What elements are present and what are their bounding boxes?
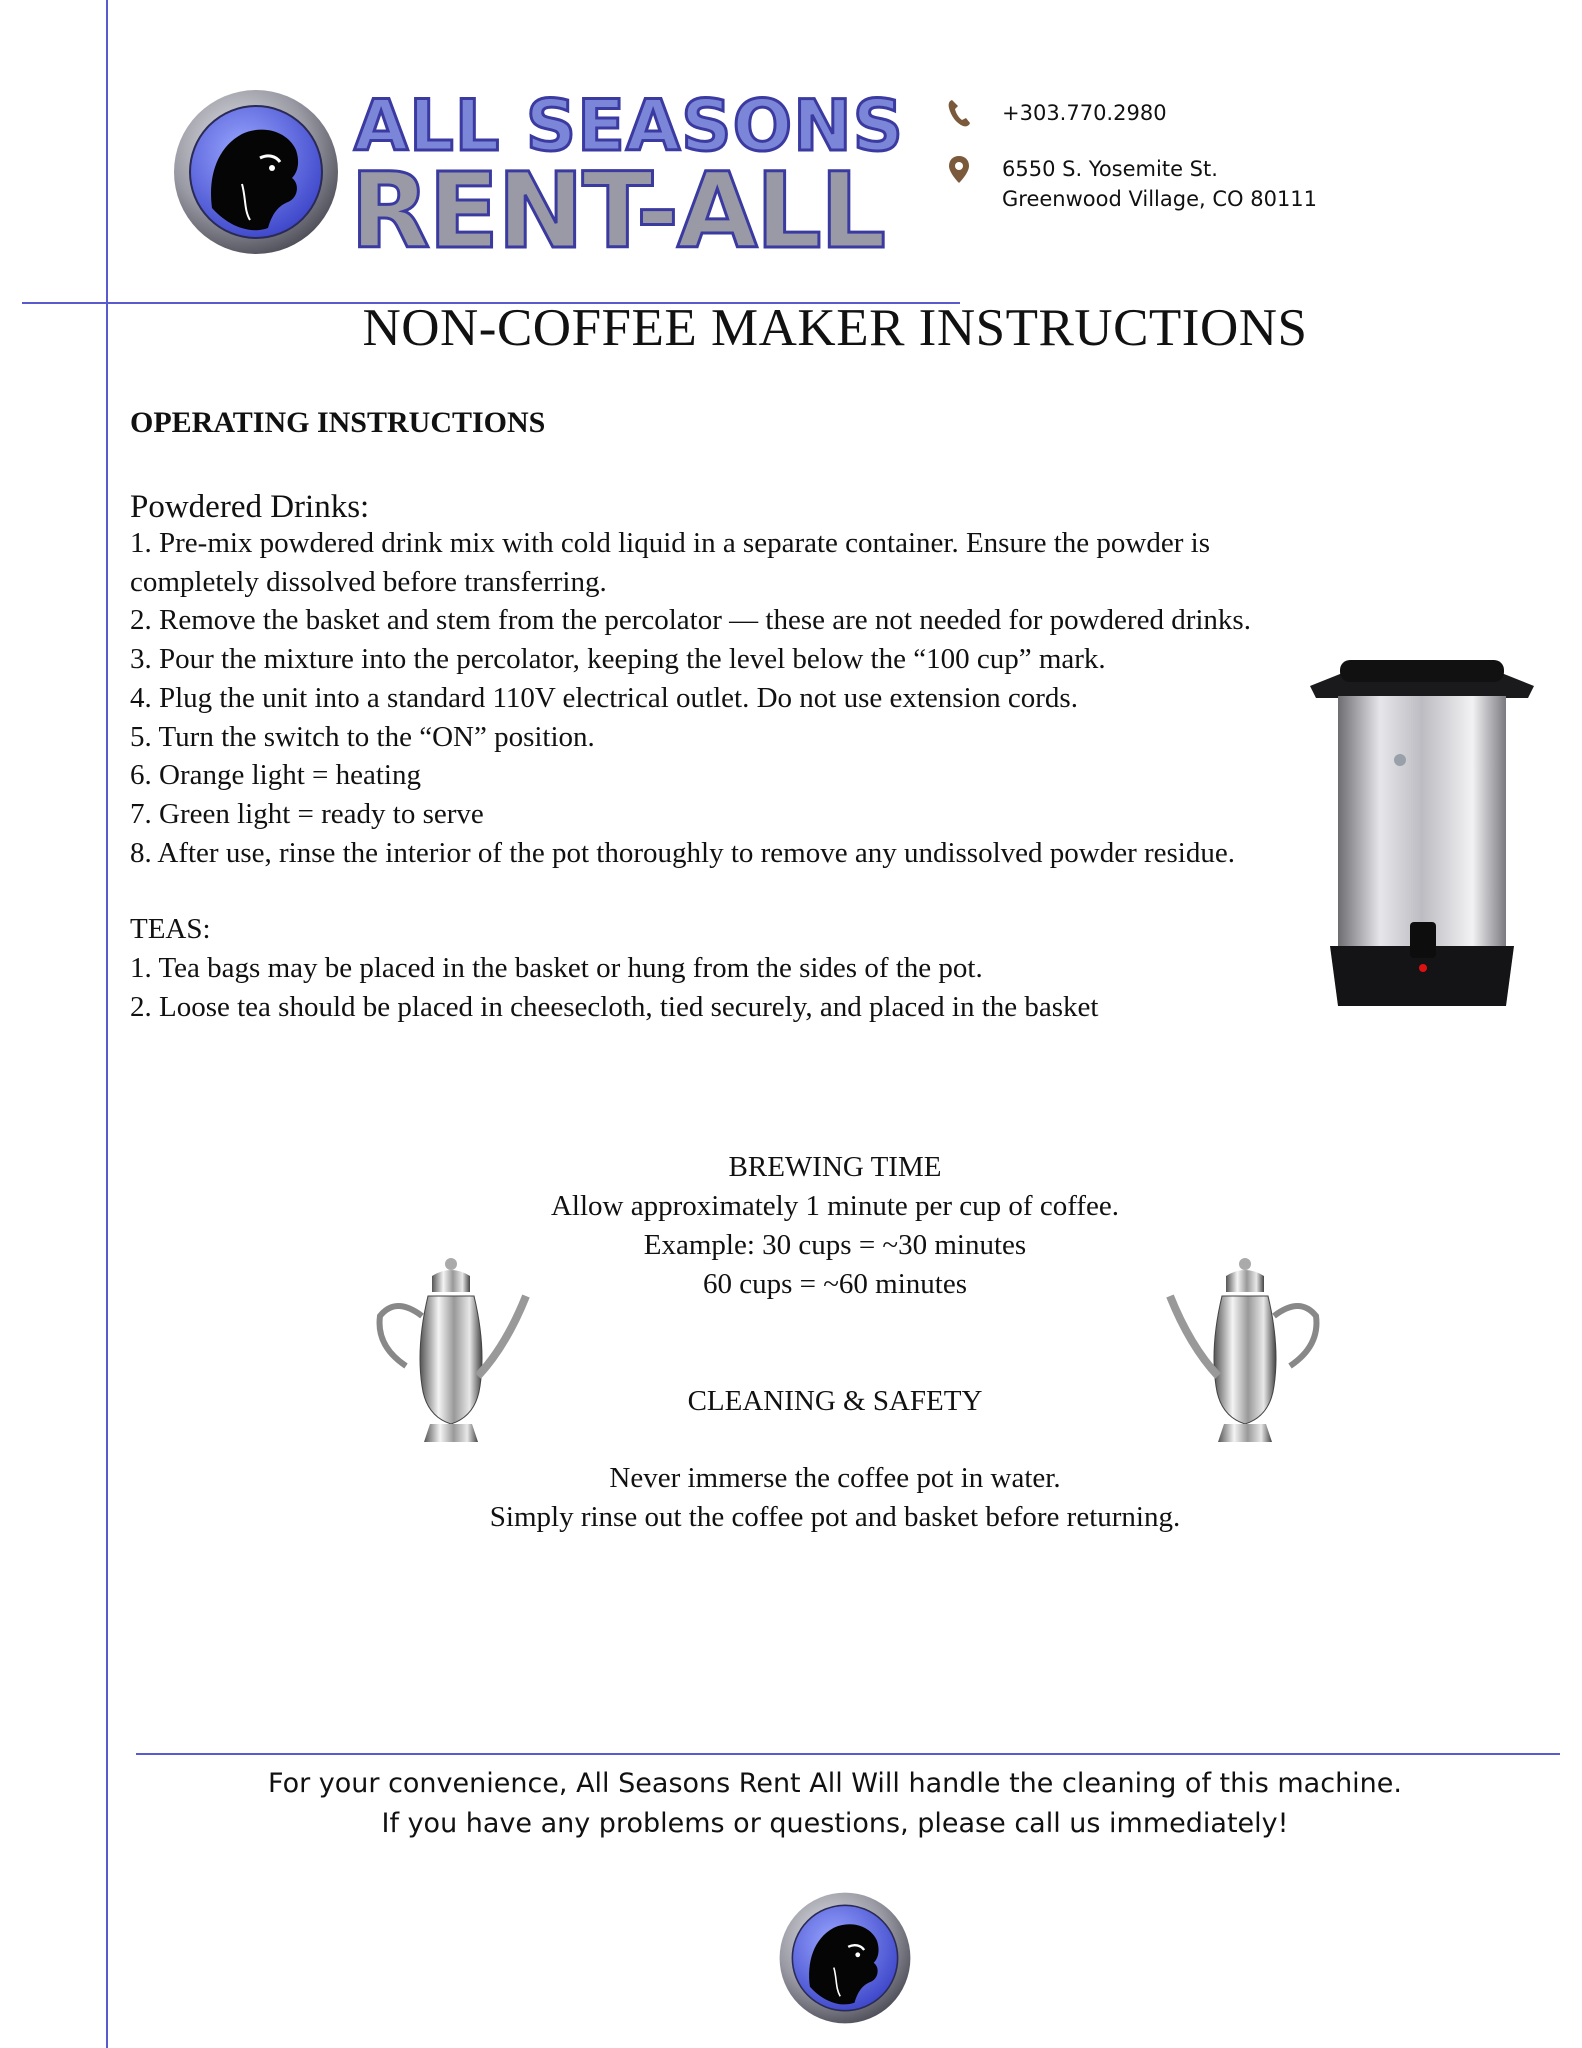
silver-coffee-pot-image (366, 1256, 536, 1450)
phone-number: +303.770.2980 (1002, 101, 1167, 125)
powdered-step: 3. Pour the mixture into the percolator, keeping the level below the “100 cup” mark. (130, 643, 1106, 676)
cleaning-line: Never immerse the coffee pot in water. (609, 1462, 1061, 1494)
brewing-line: 60 cups = ~60 minutes (702, 1268, 968, 1300)
brewing-time-heading: BREWING TIME (728, 1151, 942, 1183)
teas-step: 1. Tea bags may be placed in the basket or hung from the sides of the pot. (130, 952, 983, 985)
coffee-urn-image (1300, 650, 1544, 1022)
footer-line: For your convenience, All Seasons Rent All Will handle the cleaning of this machine. (268, 1768, 1402, 1799)
company-logo (172, 85, 905, 272)
teas-title: TEAS: (130, 913, 211, 946)
teas-step: 2. Loose tea should be placed in cheesecloth, tied securely, and placed in the basket (130, 990, 1099, 1023)
instructions-body (130, 486, 1340, 1026)
powdered-step: 8. After use, rinse the interior of the pot thoroughly to remove any undissolved powder residue. (130, 836, 1235, 869)
footer-line: If you have any problems or questions, please call us immediately! (381, 1808, 1289, 1839)
footer-note (0, 1764, 1582, 1844)
operating-instructions-heading: OPERATING INSTRUCTIONS (130, 406, 546, 439)
footer-divider (136, 1753, 1560, 1755)
address (1002, 154, 1317, 214)
silver-coffee-pot-image (1160, 1256, 1330, 1450)
map-pin-icon (946, 154, 972, 184)
logo-wordmark-top: ALL SEASONS (354, 85, 905, 167)
brewing-line: Allow approximately 1 minute per cup of coffee. (550, 1190, 1119, 1222)
contact-info (946, 98, 1317, 240)
gorilla-badge-icon (172, 88, 340, 256)
page-title: NON-COFFEE MAKER INSTRUCTIONS (362, 299, 1308, 357)
logo-wordmark-bottom: RENT-ALL (350, 150, 885, 272)
powdered-step: 5. Turn the switch to the “ON” position. (130, 720, 595, 753)
gorilla-badge-icon (778, 1891, 912, 2025)
brewing-line: Example: 30 cups = ~30 minutes (643, 1229, 1027, 1261)
brewing-time-section (0, 1148, 1582, 1304)
powdered-step: 4. Plug the unit into a standard 110V electrical outlet. Do not use extension cords. (130, 681, 1078, 714)
powdered-step: 1. Pre-mix powdered drink mix with cold liquid in a separate container. Ensure the powder is completely dissolved before transferring. (130, 527, 1210, 598)
address-row (946, 154, 1317, 214)
address-city: Greenwood Village, CO 80111 (1002, 187, 1318, 211)
phone-icon (946, 98, 972, 128)
powdered-drinks-title: Powdered Drinks: (130, 489, 370, 525)
powdered-step: 2. Remove the basket and stem from the percolator — these are not needed for powdered drinks. (130, 604, 1251, 637)
cleaning-line: Simply rinse out the coffee pot and basket before returning. (489, 1501, 1181, 1533)
powdered-step: 7. Green light = ready to serve (130, 797, 484, 830)
cleaning-safety-heading: CLEANING & SAFETY (687, 1385, 983, 1417)
phone-row (946, 98, 1317, 128)
address-street: 6550 S. Yosemite St. (1002, 157, 1218, 181)
cleaning-safety-section (0, 1382, 1582, 1537)
powdered-step: 6. Orange light = heating (130, 759, 421, 792)
